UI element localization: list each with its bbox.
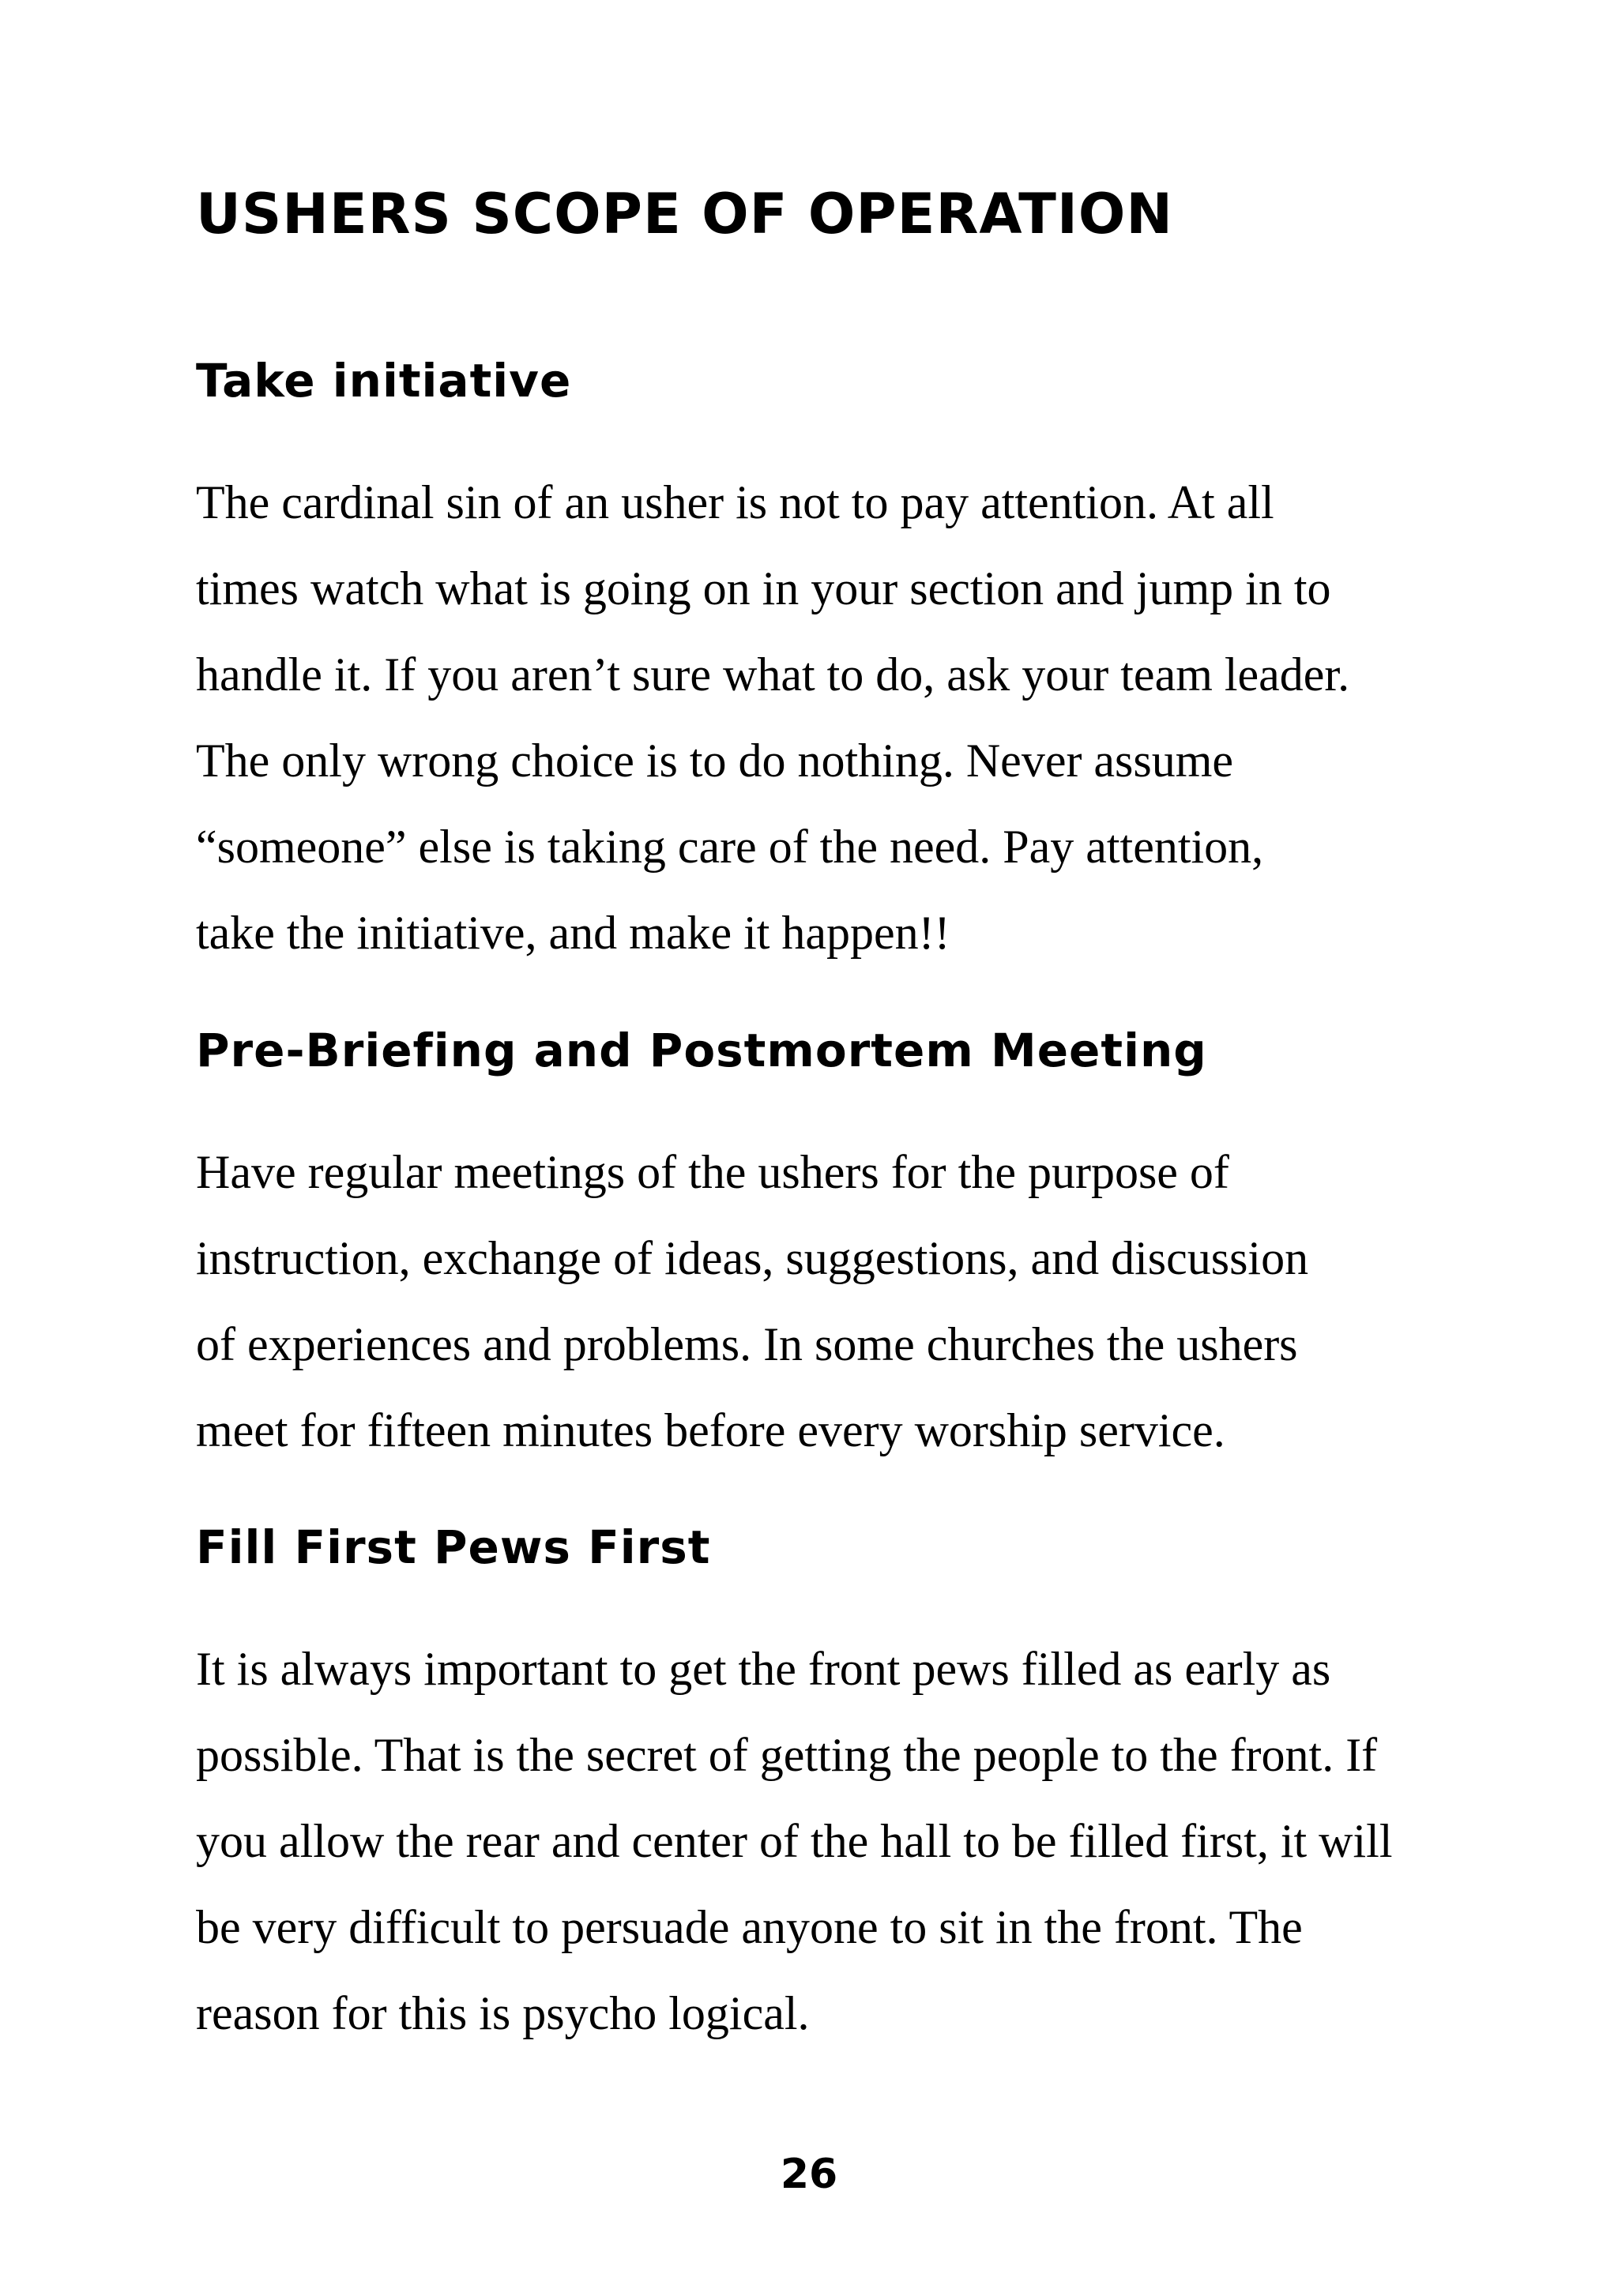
paragraph-line: Have regular meetings of the ushers for the purpose of	[196, 1146, 1229, 1198]
section-paragraph-fill-first-pews	[196, 1626, 1460, 2057]
paragraph-line: take the initiative, and make it happen!!	[196, 907, 950, 959]
section-heading-take-initiative: Take initiative	[196, 354, 572, 408]
paragraph-line: “someone” else is taking care of the need. Pay attention,	[196, 821, 1264, 873]
section-heading-pre-briefing: Pre-Briefing and Postmortem Meeting	[196, 1024, 1207, 1077]
paragraph-line: meet for fifteen minutes before every worship service.	[196, 1404, 1225, 1456]
paragraph-line: times watch what is going on in your section and jump in to	[196, 562, 1331, 614]
page-number: 26	[780, 2151, 838, 2198]
paragraph-line: reason for this is psycho logical.	[196, 1987, 810, 2039]
paragraph-line: The only wrong choice is to do nothing. Never assume	[196, 735, 1234, 787]
page-title: USHERS SCOPE OF OPERATION	[196, 182, 1173, 246]
paragraph-line: you allow the rear and center of the hall to be filled first, it will	[196, 1815, 1393, 1867]
paragraph-line: It is always important to get the front pews filled as early as	[196, 1643, 1331, 1695]
page-content	[196, 178, 1460, 2057]
paragraph-line: be very difficult to persuade anyone to sit in the front. The	[196, 1901, 1303, 1953]
paragraph-line: of experiences and problems. In some churches the ushers	[196, 1318, 1298, 1370]
section-paragraph-pre-briefing	[196, 1129, 1460, 1474]
section-paragraph-take-initiative	[196, 460, 1460, 976]
paragraph-line: handle it. If you aren’t sure what to do, ask your team leader.	[196, 648, 1350, 701]
paragraph-line: The cardinal sin of an usher is not to pay attention. At all	[196, 476, 1274, 528]
paragraph-line: possible. That is the secret of getting the people to the front. If	[196, 1729, 1378, 1781]
paragraph-line: instruction, exchange of ideas, suggestions, and discussion	[196, 1232, 1309, 1284]
section-heading-fill-first-pews: Fill First Pews First	[196, 1520, 711, 1574]
